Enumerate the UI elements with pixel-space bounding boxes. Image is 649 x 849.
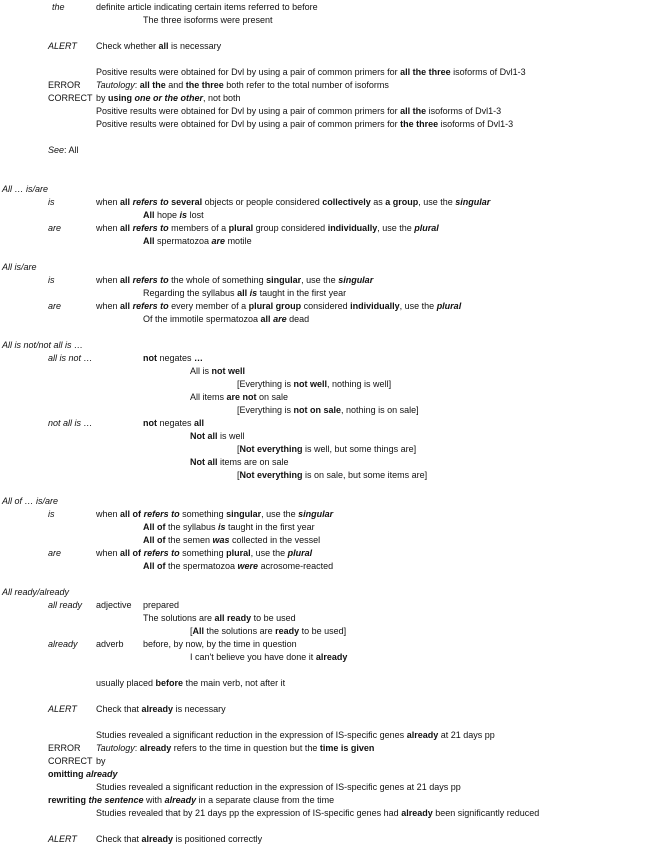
text-segment: using	[108, 93, 135, 103]
text-segment: not well	[211, 366, 246, 376]
text-line	[96, 548, 312, 559]
text-segment: …	[194, 353, 204, 363]
text-segment: already	[401, 808, 433, 818]
text-segment: by	[96, 756, 106, 766]
text-segment: before	[155, 678, 184, 688]
text-segment: all	[120, 197, 131, 207]
text-segment: already	[315, 652, 348, 662]
text-segment: singular	[338, 275, 374, 285]
text-line	[48, 223, 61, 234]
text-line	[143, 15, 273, 26]
text-line	[48, 756, 93, 767]
text-segment: taught in the first year	[257, 288, 347, 298]
text-segment: Not everything	[239, 444, 303, 454]
text-segment: Positive results were obtained for Dvl by using a pair of common primers for	[96, 67, 401, 77]
text-segment: every member of a	[168, 301, 249, 311]
text-line	[96, 834, 262, 845]
text-segment: is well	[217, 431, 245, 441]
text-segment: all	[120, 275, 131, 285]
text-line	[96, 704, 226, 715]
text-line	[48, 509, 55, 520]
text-segment: collected in the vessel	[229, 535, 321, 545]
text-segment: all	[237, 288, 248, 298]
text-segment: All of	[143, 535, 166, 545]
text-segment: when	[96, 275, 121, 285]
text-segment: the	[52, 2, 65, 12]
text-line	[48, 600, 82, 611]
text-segment: Check that	[96, 704, 142, 714]
text-segment: the whole of something	[168, 275, 267, 285]
text-segment: are	[48, 548, 62, 558]
text-segment: all	[120, 223, 131, 233]
text-segment: Not all	[190, 457, 218, 467]
text-segment: , use the	[377, 223, 415, 233]
text-segment: already	[86, 769, 118, 779]
text-segment: usually placed	[96, 678, 156, 688]
text-segment: ready	[275, 626, 300, 636]
text-line	[96, 41, 221, 52]
text-segment: [	[190, 626, 193, 636]
text-segment: :	[134, 80, 140, 90]
text-line	[96, 756, 106, 767]
text-segment: not all is …	[48, 418, 93, 428]
text-segment: individually	[350, 301, 400, 311]
text-segment: plural	[228, 223, 254, 233]
text-segment: refers to	[132, 301, 169, 311]
text-line	[48, 639, 78, 650]
text-segment: already	[406, 730, 439, 740]
text-segment: All items	[190, 392, 227, 402]
text-line	[48, 80, 81, 91]
text-segment: singular	[455, 197, 491, 207]
text-segment: , nothing is well]	[327, 379, 392, 389]
text-segment: are	[48, 223, 62, 233]
text-line	[96, 678, 285, 689]
text-segment: [	[237, 470, 240, 480]
text-segment: Regarding the syllabus	[143, 288, 238, 298]
text-segment: negates	[157, 418, 195, 428]
text-segment: Positive results were obtained for Dvl by using a pair of common primers for	[96, 119, 401, 129]
text-segment: ERROR	[48, 80, 81, 90]
text-segment: All of	[143, 561, 166, 571]
text-segment: Not all	[190, 431, 218, 441]
text-segment: acrosome-reacted	[258, 561, 334, 571]
text-segment: all the three	[400, 67, 451, 77]
text-segment: several	[171, 197, 203, 207]
text-segment: all is not …	[48, 353, 93, 363]
text-segment: , use the	[418, 197, 456, 207]
text-line	[96, 93, 241, 104]
text-line	[48, 93, 93, 104]
text-segment: Check that	[96, 834, 142, 844]
text-line	[143, 353, 203, 364]
text-segment: singular	[266, 275, 302, 285]
text-segment: all of	[120, 509, 142, 519]
text-line	[143, 314, 309, 325]
text-segment: negates	[157, 353, 195, 363]
text-segment: is	[48, 197, 55, 207]
text-segment: singular	[226, 509, 262, 519]
text-line	[96, 80, 389, 91]
text-segment: by	[96, 93, 109, 103]
text-segment: all	[194, 418, 205, 428]
text-line	[96, 782, 461, 793]
text-segment: are	[48, 301, 62, 311]
text-segment: are	[211, 236, 226, 246]
text-line	[190, 457, 289, 468]
text-segment: , use the	[261, 509, 299, 519]
text-segment: Positive results were obtained for Dvl by using a pair of common primers for	[96, 106, 401, 116]
text-segment: prepared	[143, 600, 180, 610]
text-segment: motile	[225, 236, 252, 246]
text-segment: is	[48, 275, 55, 285]
text-segment: All	[143, 210, 155, 220]
text-segment: taught in the first year	[225, 522, 315, 532]
text-segment: all	[158, 41, 169, 51]
text-segment: refers to	[132, 197, 169, 207]
text-segment: members of a	[168, 223, 229, 233]
text-segment: and	[165, 80, 186, 90]
text-line	[2, 496, 58, 507]
text-segment: Check whether	[96, 41, 159, 51]
text-segment: All … is/are	[2, 184, 49, 194]
text-segment: rewriting	[48, 795, 89, 805]
text-segment: a group	[385, 197, 419, 207]
text-segment: already	[48, 639, 78, 649]
text-line	[143, 639, 297, 650]
text-line	[2, 262, 37, 273]
text-line	[143, 561, 333, 572]
text-line	[48, 418, 93, 429]
text-segment: I can't believe you have done it	[190, 652, 316, 662]
text-line	[48, 795, 334, 806]
text-segment: [Everything is	[237, 405, 294, 415]
text-line	[143, 236, 252, 247]
text-segment: are	[273, 314, 287, 324]
text-segment: one or the other	[134, 93, 204, 103]
text-segment: :	[134, 743, 140, 753]
text-segment: not well	[293, 379, 328, 389]
text-segment: All of … is/are	[2, 496, 59, 506]
text-segment: all	[260, 314, 271, 324]
text-segment: The solutions are	[143, 613, 215, 623]
text-line	[48, 353, 93, 364]
text-segment: , nothing is on sale]	[341, 405, 419, 415]
text-line	[143, 210, 204, 221]
text-segment: All is/are	[2, 262, 37, 272]
text-line	[96, 2, 318, 13]
text-line	[190, 366, 245, 377]
text-segment: Studies revealed a significant reduction in the expression of IS-specific genes	[96, 730, 407, 740]
text-segment: CORRECT	[48, 756, 93, 766]
text-line	[96, 509, 333, 520]
text-segment: Of the immotile spermatozoa	[143, 314, 261, 324]
text-segment: [	[237, 444, 240, 454]
text-segment: collectively	[322, 197, 371, 207]
text-line	[237, 379, 391, 390]
text-segment: when	[96, 301, 121, 311]
text-line	[96, 275, 373, 286]
text-line	[48, 743, 81, 754]
text-segment: Studies revealed a significant reduction in the expression of IS-specific genes at 21 days pp	[96, 782, 461, 792]
text-segment: when	[96, 197, 121, 207]
text-segment: the three	[400, 119, 439, 129]
text-segment: are not	[226, 392, 257, 402]
text-segment: omitting	[48, 769, 86, 779]
text-segment: , use the	[399, 301, 437, 311]
text-segment: plural	[436, 301, 462, 311]
text-segment: lost	[187, 210, 204, 220]
text-segment: not	[143, 418, 157, 428]
text-segment: something	[179, 548, 227, 558]
text-line	[190, 392, 288, 403]
text-segment: isoforms of Dvl1-3	[426, 106, 502, 116]
text-line	[143, 418, 204, 429]
text-line	[52, 2, 65, 13]
text-segment: individually	[327, 223, 378, 233]
text-line	[96, 730, 495, 741]
text-segment: is necessary	[173, 704, 226, 714]
text-line	[96, 106, 501, 117]
text-segment: the solutions are	[204, 626, 276, 636]
text-segment: is	[48, 509, 55, 519]
text-segment: all the	[139, 80, 166, 90]
text-segment: refers to	[143, 548, 180, 558]
text-segment: before, by now, by the time in question	[143, 639, 297, 649]
text-segment: the three	[185, 80, 224, 90]
text-segment: definite article indicating certain items referred to before	[96, 2, 318, 12]
text-segment: hope	[154, 210, 180, 220]
text-segment: Studies revealed that by 21 days pp the expression of IS-specific genes had	[96, 808, 402, 818]
text-segment: is well, but some things are]	[302, 444, 417, 454]
text-line	[48, 704, 77, 715]
text-line	[143, 535, 320, 546]
text-segment: all the	[400, 106, 427, 116]
text-segment: the sentence	[88, 795, 144, 805]
text-segment: is on sale, but some items are]	[302, 470, 428, 480]
text-segment: all ready	[214, 613, 252, 623]
text-segment: considered	[301, 301, 351, 311]
text-segment: refers to	[132, 223, 169, 233]
text-segment: both refer to the total number of isoforms	[223, 80, 389, 90]
text-segment: adjective	[96, 600, 132, 610]
text-segment: time is given	[319, 743, 375, 753]
text-segment: Tautology	[96, 743, 135, 753]
text-segment: was	[212, 535, 230, 545]
text-line	[143, 288, 346, 299]
text-line	[143, 522, 315, 533]
text-segment: ALERT	[48, 834, 77, 844]
text-segment: at 21 days pp	[438, 730, 495, 740]
text-segment: already	[139, 743, 172, 753]
text-segment: , use the	[250, 548, 288, 558]
text-segment: plural group	[248, 301, 302, 311]
text-segment: See	[48, 145, 65, 155]
text-segment: , use the	[301, 275, 339, 285]
text-segment: as	[370, 197, 386, 207]
text-segment: isoforms of Dvl1-3	[438, 119, 514, 129]
text-segment: all ready	[48, 600, 83, 610]
text-segment: Tautology	[96, 80, 135, 90]
text-segment: plural	[414, 223, 439, 233]
text-segment: All ready/already	[2, 587, 70, 597]
text-segment: is positioned correctly	[173, 834, 263, 844]
text-line	[96, 119, 513, 130]
text-segment: is	[179, 210, 188, 220]
text-segment: adverb	[96, 639, 124, 649]
text-segment: spermatozoa	[154, 236, 212, 246]
text-line	[96, 808, 539, 819]
text-line	[237, 444, 416, 455]
text-segment: refers to	[132, 275, 169, 285]
text-segment: is	[249, 288, 258, 298]
text-line	[48, 834, 77, 845]
text-line	[96, 600, 132, 611]
text-segment: ALERT	[48, 704, 77, 714]
text-segment: dead	[286, 314, 310, 324]
text-segment: refers to the time in question but the	[171, 743, 320, 753]
text-line	[96, 197, 490, 208]
text-segment: All	[143, 236, 155, 246]
text-line	[143, 613, 296, 624]
text-line	[48, 548, 61, 559]
text-line	[96, 743, 374, 754]
text-line	[48, 275, 55, 286]
text-line	[2, 587, 69, 598]
text-segment: is necessary	[168, 41, 222, 51]
text-line	[48, 301, 61, 312]
text-segment: the spermatozoa	[165, 561, 238, 571]
text-segment: the syllabus	[165, 522, 219, 532]
text-line	[48, 769, 118, 780]
text-line	[48, 145, 79, 156]
text-segment: already	[141, 834, 174, 844]
text-segment: plural	[226, 548, 251, 558]
text-segment: the semen	[165, 535, 213, 545]
text-line	[96, 301, 461, 312]
text-segment: , not both	[203, 93, 241, 103]
text-segment: All	[192, 626, 205, 636]
text-segment: when	[96, 223, 121, 233]
text-line	[96, 67, 526, 78]
text-segment: were	[237, 561, 259, 571]
text-line	[96, 639, 124, 650]
text-segment: to be used	[251, 613, 296, 623]
text-segment: singular	[298, 509, 334, 519]
text-segment: with	[143, 795, 165, 805]
text-line	[96, 223, 439, 234]
text-segment: been significantly reduced	[432, 808, 540, 818]
text-line	[237, 405, 419, 416]
text-segment: all of	[120, 548, 142, 558]
text-segment: The three isoforms were present	[143, 15, 273, 25]
text-segment: items are on sale	[217, 457, 289, 467]
text-segment: All of	[143, 522, 166, 532]
text-segment: All is not/not all is …	[2, 340, 84, 350]
text-segment: already	[141, 704, 174, 714]
text-segment: when	[96, 548, 121, 558]
text-segment: the main verb, not after it	[183, 678, 286, 688]
text-segment: on sale	[256, 392, 289, 402]
text-segment: all	[120, 301, 131, 311]
text-line	[48, 197, 55, 208]
text-line	[237, 470, 427, 481]
text-segment: something	[179, 509, 227, 519]
text-segment: refers to	[143, 509, 180, 519]
text-segment: group considered	[253, 223, 328, 233]
text-segment: to be used]	[299, 626, 347, 636]
text-line	[143, 600, 179, 611]
text-line	[190, 652, 347, 663]
text-segment: Not everything	[239, 470, 303, 480]
text-segment: when	[96, 509, 121, 519]
text-segment: is	[218, 522, 226, 532]
text-segment: : All	[64, 145, 79, 155]
text-line	[2, 340, 83, 351]
text-segment: ALERT	[48, 41, 77, 51]
text-segment: in a separate clause from the time	[196, 795, 335, 805]
text-segment: CORRECT	[48, 93, 93, 103]
text-line	[2, 184, 48, 195]
text-segment: already	[164, 795, 197, 805]
text-segment: plural	[287, 548, 313, 558]
text-line	[48, 41, 77, 52]
text-segment: All is	[190, 366, 212, 376]
text-segment: not on sale	[293, 405, 342, 415]
text-segment: objects or people considered	[202, 197, 323, 207]
text-line	[190, 431, 245, 442]
text-line	[190, 626, 346, 637]
text-segment: isoforms of Dvl1-3	[450, 67, 526, 77]
text-segment: not	[143, 353, 157, 363]
text-segment: [Everything is	[237, 379, 294, 389]
text-segment: ERROR	[48, 743, 81, 753]
